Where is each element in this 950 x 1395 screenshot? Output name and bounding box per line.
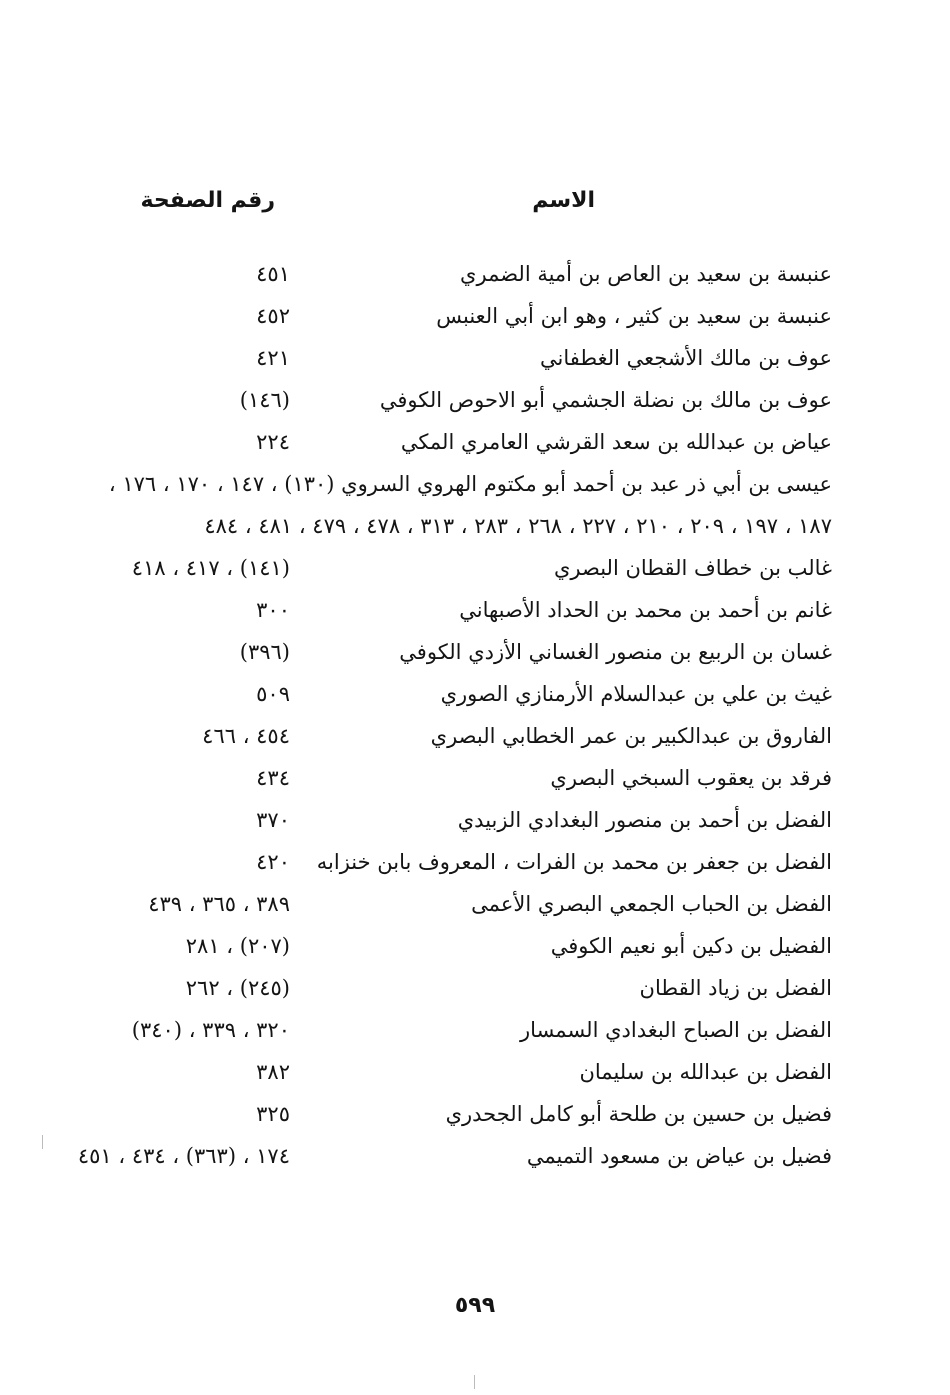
entry-pages: ٣٧٠ [256,808,290,832]
index-entry [130,883,832,925]
entry-name: غانم بن أحمد بن محمد بن الحداد الأصبهاني [459,598,832,622]
entry-pages: (٢٠٧) ، ٢٨١ [185,934,290,958]
entry-pages: (١٤١) ، ٤١٧ ، ٤١٨ [131,556,290,580]
entry-name: الفضيل بن دكين أبو نعيم الكوفي [550,934,832,958]
index-entry [130,1051,832,1093]
entry-name: الفضل بن الحباب الجمعي البصري الأعمى [471,892,832,916]
page-number: ٥٩٩ [454,1293,496,1318]
entry-name: فضيل بن حسين بن طلحة أبو كامل الجحدري [445,1102,832,1126]
index-entry [130,295,832,337]
entry-pages: ٤٥١ [256,262,290,286]
index-entry [130,799,832,841]
entry-pages: ٣٢٥ [256,1102,290,1126]
entry-pages: ٣٨٢ [256,1060,290,1084]
entry-name: الفضل بن الصباح البغدادي السمسار [520,1018,832,1042]
entry-pages: ٤٥٤ ، ٤٦٦ [202,724,290,748]
index-entry [130,1093,832,1135]
entry-name: ١٨٧ ، ١٩٧ ، ٢٠٩ ، ٢١٠ ، ٢٢٧ ، ٢٦٨ ، ٢٨٣ ، ٣١٣ ، ٤٧٨ ، ٤٧٩ ، ٤٨١ ، ٤٨٤ [204,514,832,538]
index-entry [130,1009,832,1051]
entry-pages: ٤٥٢ [256,304,290,328]
page-column-header: رقم الصفحة [140,188,275,213]
entry-pages: ٤٣٤ [256,766,290,790]
entry-pages: ٥٠٩ [256,682,290,706]
entry-name: عنبسة بن سعيد بن العاص بن أمية الضمري [460,262,832,286]
entry-pages: (١٤٦) [239,388,290,412]
index-entry [130,715,832,757]
entry-name: غالب بن خطاف القطان البصري [553,556,832,580]
entry-pages: ١٧٤ ، (٣٦٣) ، ٤٣٤ ، ٤٥١ [77,1144,290,1168]
index-entry [130,421,832,463]
entry-name: فرقد بن يعقوب السبخي البصري [550,766,832,790]
entry-pages: (٣٩٦) [239,640,290,664]
index-entry [130,253,832,295]
index-entry [130,673,832,715]
index-entry [108,463,832,505]
index-entry [130,547,832,589]
entry-pages: ٣٨٩ ، ٣٦٥ ، ٤٣٩ [148,892,290,916]
index-entry [130,589,832,631]
index-entry [130,841,832,883]
index-entry-continuation [130,505,832,547]
entry-name: الفضل بن جعفر بن محمد بن الفرات ، المعروف بابن خنزابه [316,850,832,874]
entry-pages: ٣٢٠ ، ٣٣٩ ، (٣٤٠) [131,1018,290,1042]
entry-pages: ٢٢٤ [256,430,290,454]
entry-name: فضيل بن عياض بن مسعود التميمي [526,1144,832,1168]
margin-mark [42,1135,43,1149]
entry-name: عياض بن عبدالله بن سعد القرشي العامري المكي [400,430,832,454]
index-entry [77,1135,832,1177]
entry-name: غسان بن الربيع بن منصور الغساني الأزدي الكوفي [399,640,832,664]
margin-mark [474,1375,475,1389]
entry-name: عيسى بن أبي ذر عبد بن أحمد أبو مكتوم الهروي السروي (١٣٠) ، ١٤٧ ، ١٧٠ ، ١٧٦ ، [108,472,832,496]
entry-name: الفضل بن عبدالله بن سليمان [579,1060,832,1084]
name-column-header: الاسم [532,188,595,213]
entry-name: عوف بن مالك بن نضلة الجشمي أبو الاحوص الكوفي [379,388,832,412]
entry-name: عنبسة بن سعيد بن كثير ، وهو ابن أبي العنبس [436,304,832,328]
entry-pages: ٣٠٠ [256,598,290,622]
entry-pages: (٢٤٥) ، ٢٦٢ [185,976,290,1000]
entry-pages: ٤٢١ [256,346,290,370]
entry-name: الفضل بن أحمد بن منصور البغدادي الزبيدي [457,808,832,832]
entry-name: الفضل بن زياد القطان [639,976,832,1000]
index-entry [130,337,832,379]
entry-pages: ٤٢٠ [256,850,290,874]
index-entry [130,925,832,967]
index-entry [130,967,832,1009]
entry-name: الفاروق بن عبدالكبير بن عمر الخطابي البصري [430,724,832,748]
index-entry [130,631,832,673]
entry-name: غيث بن علي بن عبدالسلام الأرمنازي الصوري [440,682,832,706]
index-entry [130,379,832,421]
entry-name: عوف بن مالك الأشجعي الغطفاني [540,346,832,370]
index-entry [130,757,832,799]
